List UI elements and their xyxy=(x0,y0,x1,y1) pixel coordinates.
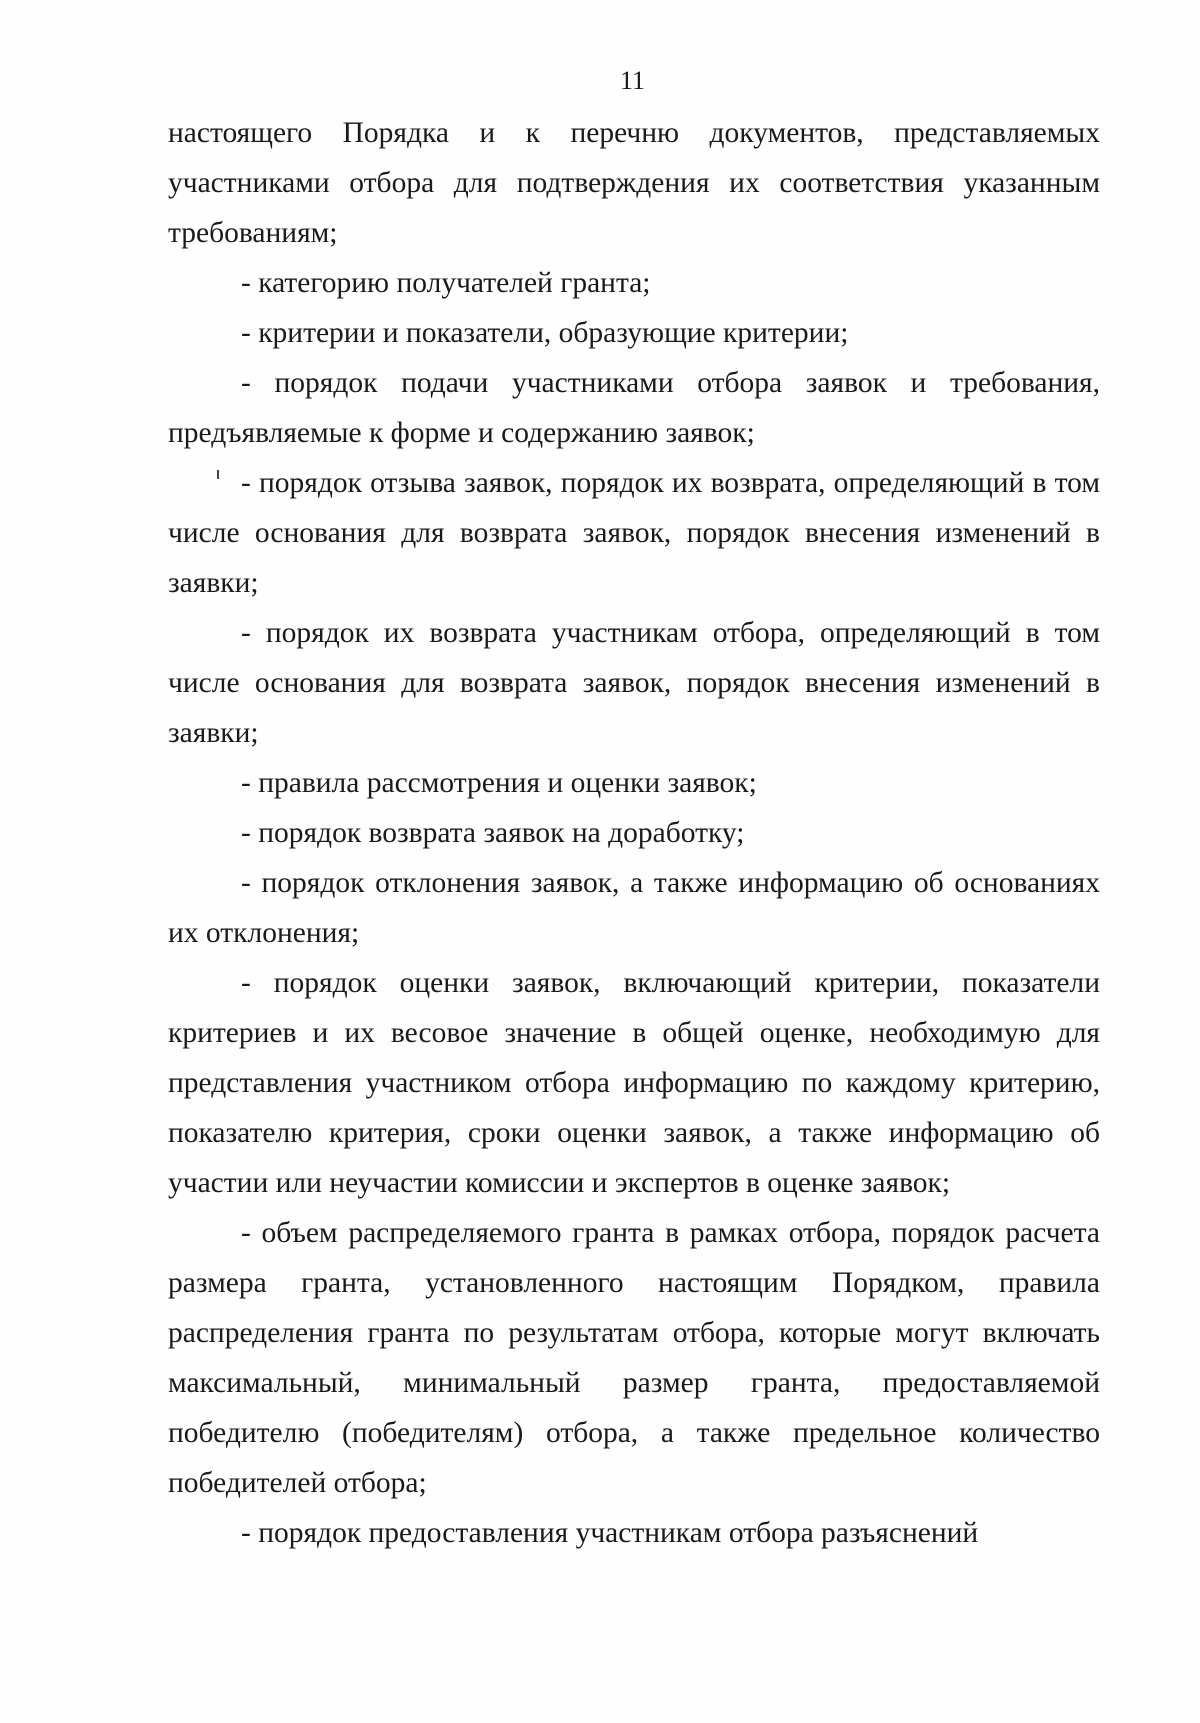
paragraph-review-rules: - правила рассмотрения и оценки заявок; xyxy=(241,767,757,799)
paragraph-application-submission: - порядок подачи участниками отбора заявок и требования, предъявляемые к форме и содержанию заявок; xyxy=(168,367,1100,449)
page-number: 11 xyxy=(619,66,646,95)
document-body xyxy=(168,108,1100,1558)
paragraph-clarifications: - порядок предоставления участникам отбора разъяснений xyxy=(241,1517,979,1549)
paragraph-criteria: - критерии и показатели, образующие критерии; xyxy=(241,317,849,349)
paragraph-application-return: - порядок их возврата участникам отбора, определяющий в том числе основания для возврата заявок, порядок внесения изменений в заявки; xyxy=(168,617,1100,749)
paragraph-continuation: настоящего Порядка и к перечню документов, представляемых участниками отбора для подтверждения их соответствия указанным требованиям; xyxy=(168,117,1100,249)
paragraph-grant-recipient-category: - категорию получателей гранта; xyxy=(241,267,651,299)
paragraph-application-withdrawal: - порядок отзыва заявок, порядок их возврата, определяющий в том числе основания для возврата заявок, порядок внесения изменений в заявки; xyxy=(168,467,1100,599)
paragraph-evaluation: - порядок оценки заявок, включающий критерии, показатели критериев и их весовое значение в общей оценке, необходимую для представления участником отбора информацию по каждому критерию, показателю критерия, сроки оценки заявок, а также информацию об участии или неучастии комиссии и экспертов в оценке заявок; xyxy=(168,967,1100,1199)
paragraph-rejection: - порядок отклонения заявок, а также информацию об основаниях их отклонения; xyxy=(168,867,1100,949)
paragraph-rework-return: - порядок возврата заявок на доработку; xyxy=(241,817,745,849)
paragraph-grant-volume: - объем распределяемого гранта в рамках отбора, порядок расчета размера гранта, установленного настоящим Порядком, правила распределения гранта по результатам отбора, которые могут включать максимальный, минимальный размер гранта, предоставляемой победителю (победителям) отбора, а также предельное количество победителей отбора; xyxy=(168,1217,1100,1499)
